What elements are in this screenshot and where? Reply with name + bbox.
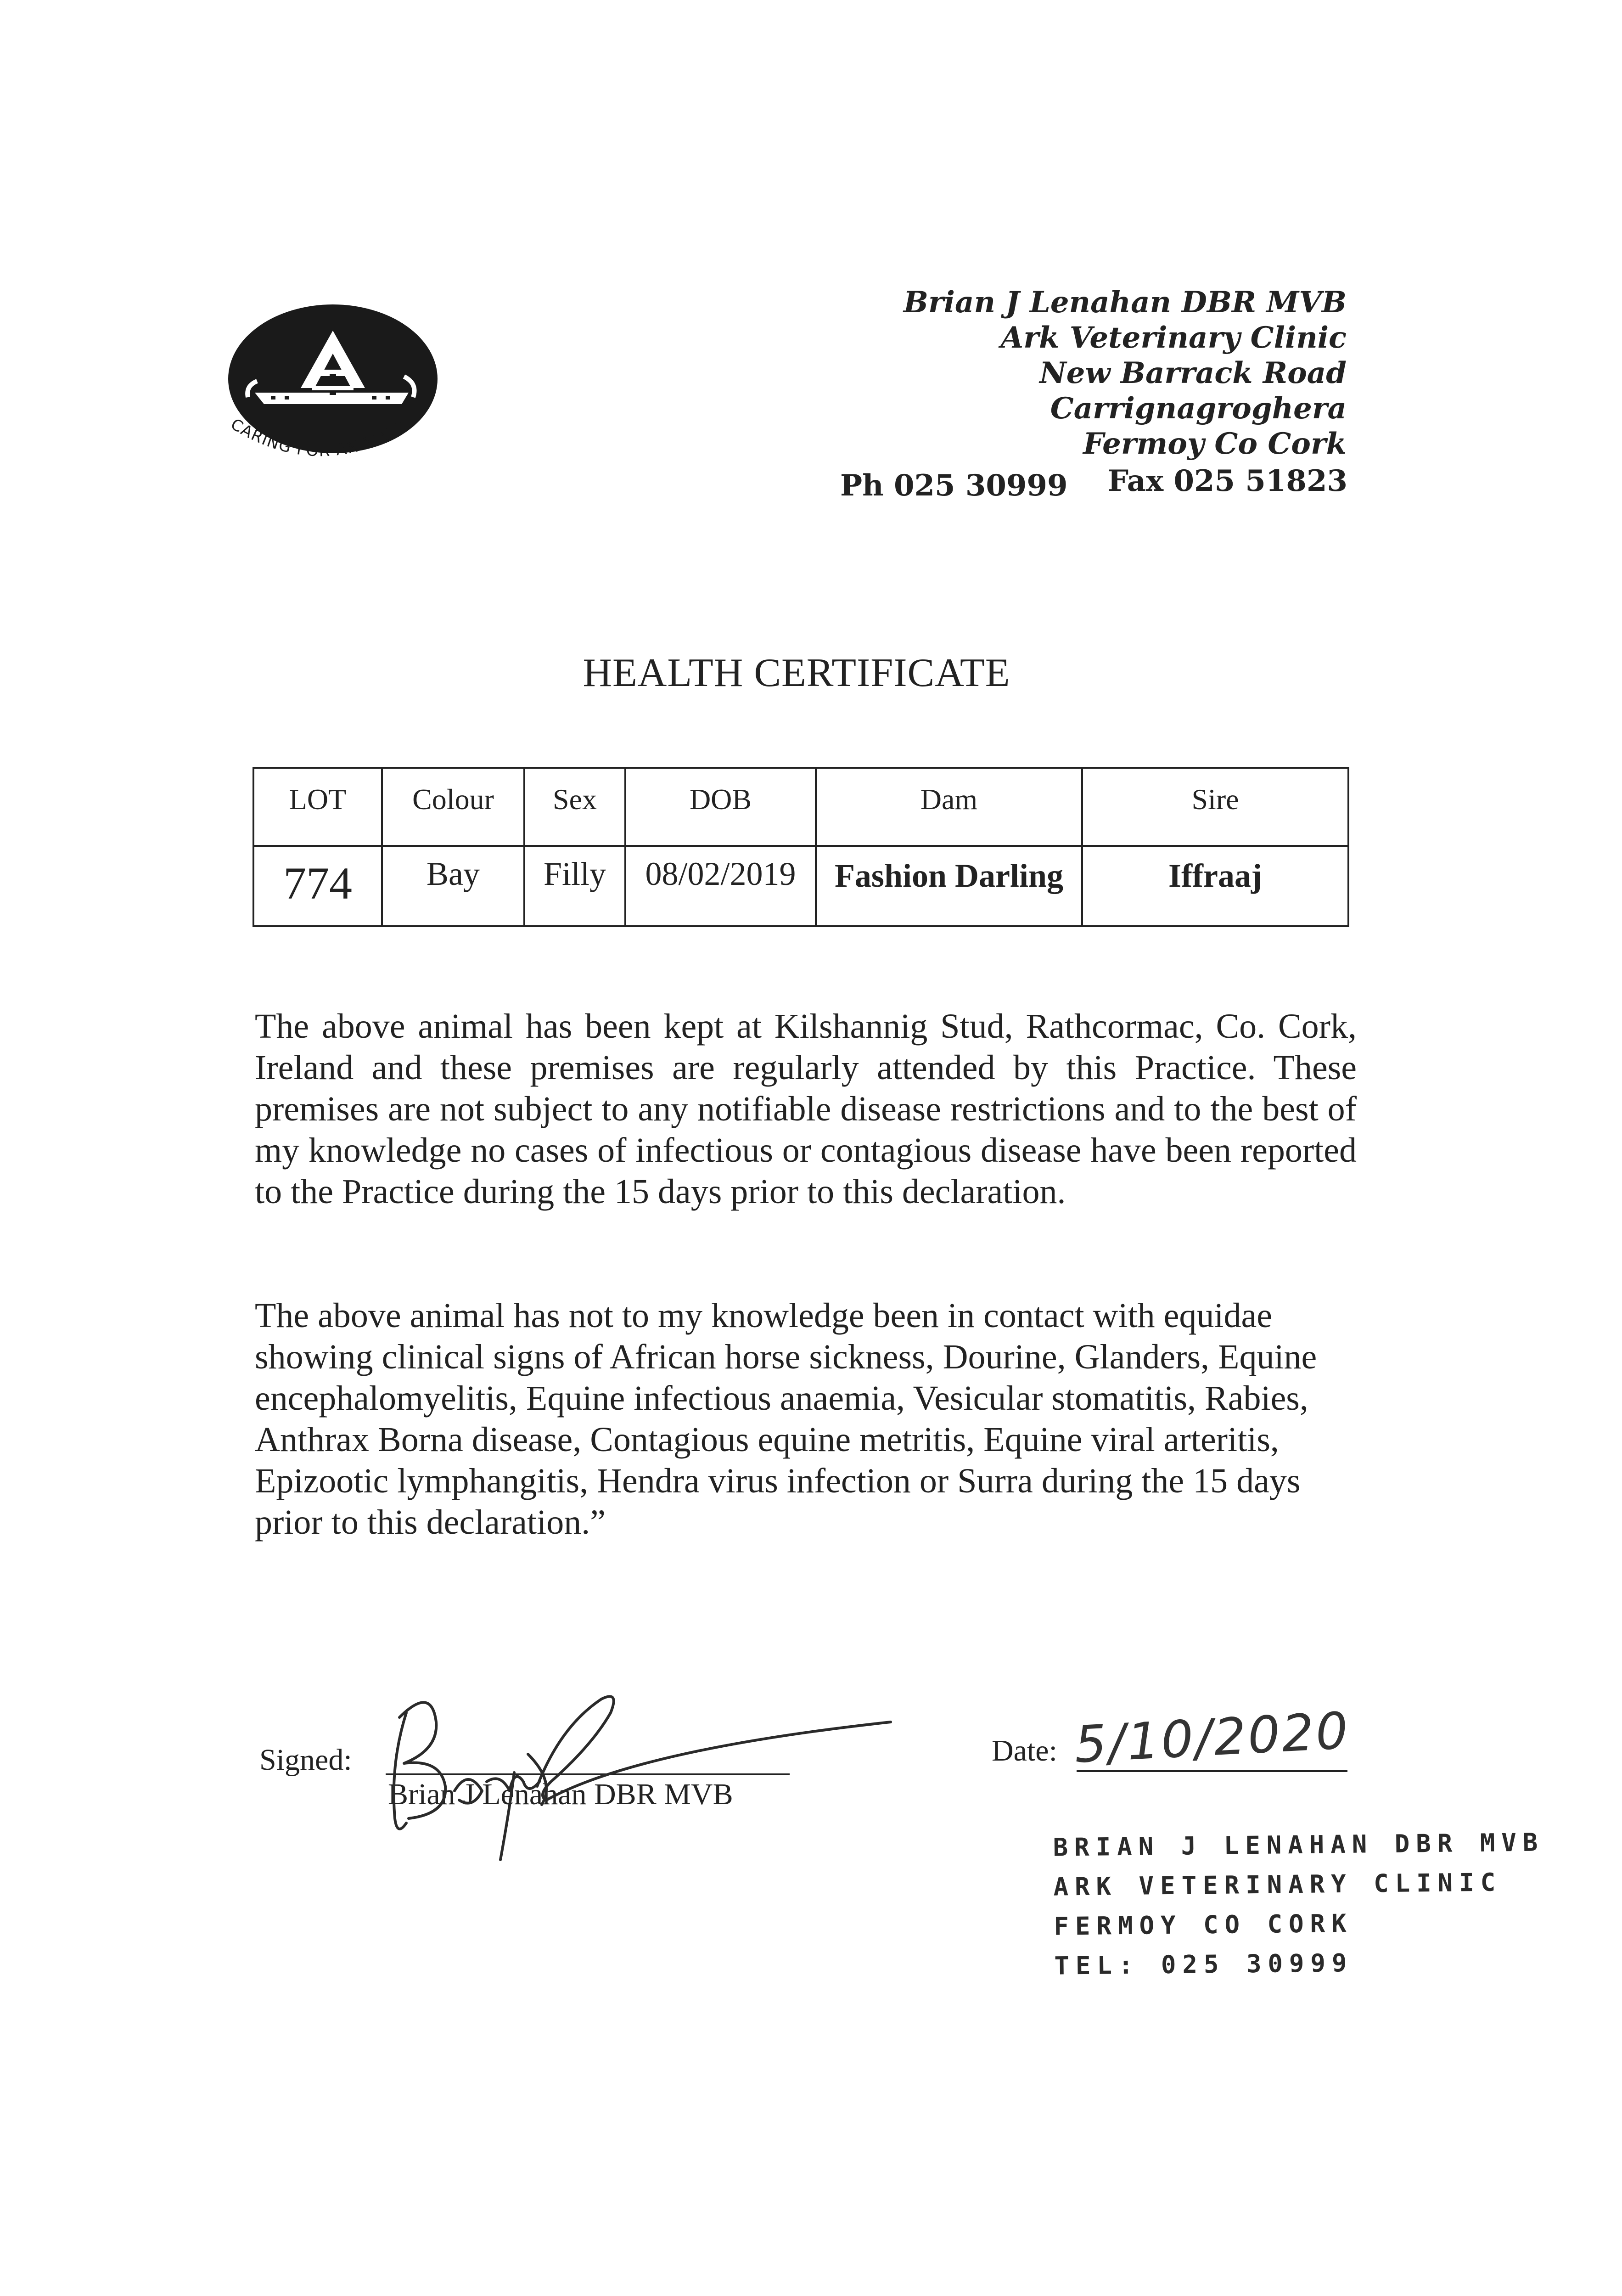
clinic-address	[704, 285, 1347, 461]
address-line: Ark Veterinary Clinic	[1000, 321, 1347, 355]
address-line: Fermoy Co Cork	[1083, 427, 1347, 461]
fax-number: Fax 025 51823	[1107, 464, 1347, 498]
clinic-logo	[220, 298, 441, 491]
column-header: Colour	[382, 768, 524, 846]
declaration-paragraph: The above animal has not to my knowledge been in contact with equidae showing clinical signs of African horse sickness, Dourine, Glanders, Equine encephalomyelitis, Equine infectious anaemia, Vesicular stomatitis, Rabies, Anthrax Borna disease, Contagious equine metritis, Equine viral arteritis, Epizootic lymphangitis, Hendra virus infection or Surra during the 15 days prior to this declaration.”	[255, 1296, 1317, 1542]
date-label: Date:	[992, 1734, 1057, 1767]
date-value: 5/10/2020	[1073, 1701, 1351, 1774]
ark-boat-icon	[220, 298, 441, 491]
column-header: LOT	[253, 768, 382, 846]
address-line: New Barrack Road	[1039, 356, 1347, 390]
address-line: Carrignagroghera	[1050, 391, 1347, 426]
sex-cell: Filly	[524, 846, 625, 926]
address-line: Brian J Lenahan DBR MVB	[903, 285, 1347, 320]
stamp-line: ARK VETERINARY CLINIC	[1053, 1868, 1502, 1902]
handwritten-signature	[363, 1644, 960, 1864]
date-line	[1077, 1770, 1347, 1772]
table-header-row	[253, 768, 1348, 846]
lot-cell: 774	[253, 846, 382, 926]
clinic-stamp	[1053, 1823, 1545, 1986]
signatory-name: Brian J Lenahan DBR MVB	[388, 1778, 733, 1811]
table-row	[253, 846, 1348, 926]
column-header: Dam	[816, 768, 1082, 846]
stamp-line: BRIAN J LENAHAN DBR MVB	[1053, 1828, 1544, 1862]
animal-details-table	[253, 767, 1349, 927]
colour-cell: Bay	[382, 846, 524, 926]
column-header: Sire	[1082, 768, 1348, 846]
stamp-line: TEL: 025 30999	[1054, 1948, 1353, 1981]
column-header: Sex	[524, 768, 625, 846]
dam-cell: Fashion Darling	[816, 846, 1082, 926]
sire-cell: Iffraaj	[1082, 846, 1348, 926]
signed-label: Signed:	[259, 1743, 352, 1777]
column-header: DOB	[625, 768, 816, 846]
stamp-line: FERMOY CO CORK	[1054, 1908, 1353, 1941]
page-title: HEALTH CERTIFICATE	[583, 651, 1010, 695]
phone-number: Ph 025 30999	[840, 468, 1068, 503]
declaration-paragraph: The above animal has been kept at Kilshannig Stud, Rathcormac, Co. Cork, Ireland and these premises are regularly attended by this Practice. These premises are not subject to any notifiable disease restrictions and to the best of my knowledge no cases of infectious or contagious disease have been reported to the Practice during the 15 days prior to this declaration.	[255, 1007, 1357, 1211]
dob-cell: 08/02/2019	[625, 846, 816, 926]
logo-slogan: CARING FOR ANIMALS	[227, 415, 410, 461]
